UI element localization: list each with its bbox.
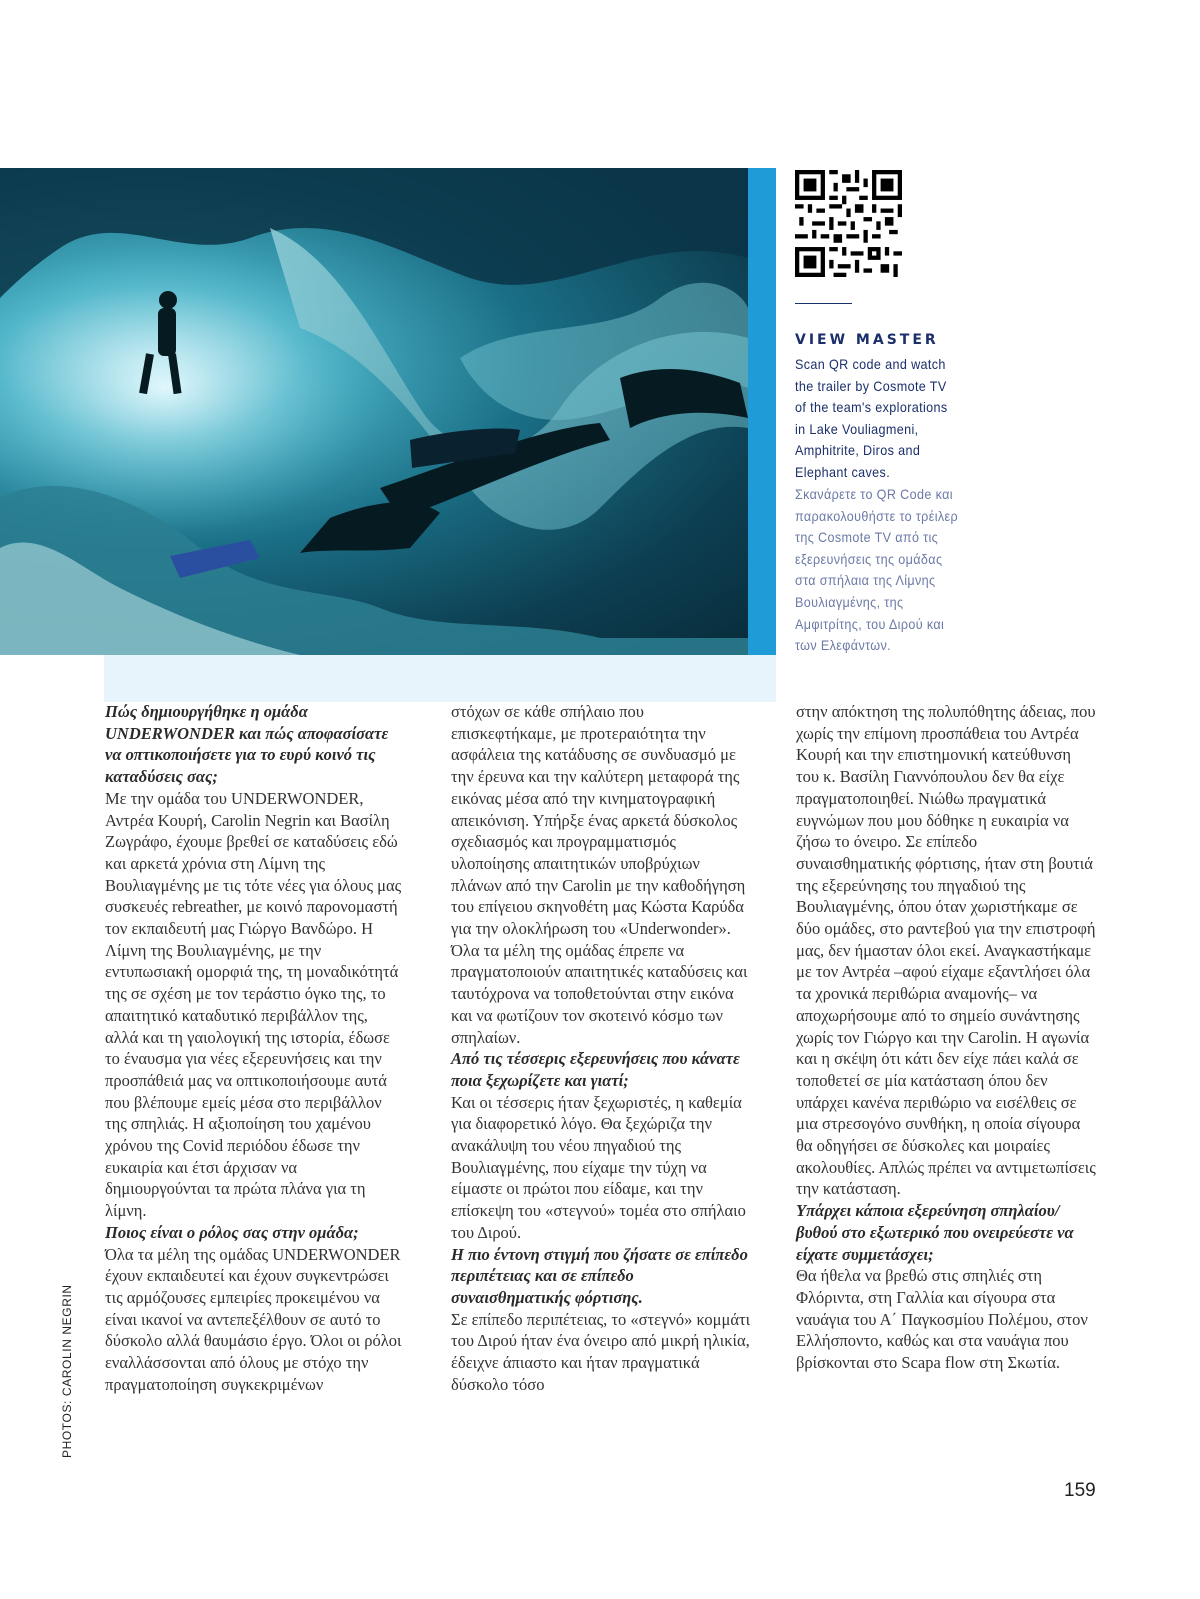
sidebar-divider bbox=[795, 303, 852, 304]
interview-question: Ποιος είναι ο ρόλος σας στην ομάδα; bbox=[105, 1222, 359, 1242]
accent-color-bar bbox=[748, 168, 776, 655]
article-column-1 bbox=[105, 701, 405, 1396]
interview-answer: Όλα τα μέλη της ομάδας UNDERWONDER έχουν εκπαιδευτεί και έχουν συγκεντρώσει τις αρμόζουσες εμπειρίες προκειμένου να είναι ικανοί να αντεπεξέλθουν σε αυτό το δύσκολο αλλά θαυμάσιο έργο. Όλοι οι ρόλοι εναλλάσσονται από όλους με στόχο την πραγματοποίηση συγκεκριμένων bbox=[105, 1244, 402, 1394]
sidebar-text-greek: Σκανάρετε το QR Code και παρακολουθήστε το τρέιλερ της Cosmote TV από τις εξερευνήσεις της ομάδας στα σπήλαια της Λίμνης Βουλιαγμένης, της Αμφιτρίτης, του Διρού και των Ελεφάντων. bbox=[795, 486, 959, 654]
interview-answer: Σε επίπεδο περιπέτειας, το «στεγνό» κομμάτι του Διρού ήταν ένα όνειρο από μικρή ηλικία, έδειχνε άπιαστο και ήταν πραγματικά δύσκολο τόσο bbox=[451, 1309, 751, 1394]
cave-diving-photo bbox=[0, 168, 748, 655]
interview-answer: Με την ομάδα του UNDERWONDER, Αντρέα Κουρή, Carolin Negrin και Βασίλη Ζωγράφο, έχουμε βρεθεί σε καταδύσεις εδώ και αρκετά χρόνια στη Λίμνη της Βουλιαγμένης με τις τότε νέες για όλους μας συσκευές rebreather, με κοινό παρονομαστή τον εκπαιδευτή μας Γιώργο Βανδώρο. Η Λίμνη της Βουλιαγμένης, με την εντυπωσιακή ομορφιά της, τη μοναδικότητά της σε σχέση με τον τεράστιο όγκο της, το απαιτητικό καταδυτικό περιβάλλον της, αλλά και τη γαιολογική της ιστορία, έδωσε το έναυσμα για νέες εξερευνήσεις και την προσπάθειά μας να οπτικοποιήσουμε αυτά που βλέπουμε εμείς μέσα στο περιβάλλον της σπηλιάς. Η αξιοποίηση του χαμένου χρόνου της Covid περιόδου έδωσε την ευκαιρία και έτσι άρχισαν να δημιουργούνται τα πρώτα πλάνα για τη λίμνη. bbox=[105, 788, 402, 1221]
interview-answer: Θα ήθελα να βρεθώ στις σπηλιές στη Φλόριντα, στη Γαλλία και σίγουρα στα ναυάγια του Α΄ Παγκοσμίου Πολέμου, στον Ελλήσποντο, καθώς και στα ναυάγια που βρίσκονται στο Scapa flow στη Σκωτία. bbox=[796, 1266, 1088, 1373]
qr-code-icon[interactable] bbox=[795, 170, 902, 277]
interview-answer: στην απόκτηση της πολυπόθητης άδειας, που χωρίς την επίμονη προσπάθεια του Αντρέα Κουρή και την επιστημονική κατεύθυνση του κ. Βασίλη Γιαννόπουλου δεν θα είχε πραγματοποιηθεί. Νιώθω πραγματικά ευγνώμων που μου δόθηκε η ευκαιρία να ζήσω το όνειρο. Σε επίπεδο συναισθηματικής φόρτισης, ήταν στη βουτιά της εξερεύνησης του πηγαδιού της Βουλιαγμένης, όπου όταν χωριστήκαμε σε δύο ομάδες, στο ραντεβού για την επιστροφή μας, δεν ήμασταν όλοι εκεί. Αναγκαστήκαμε με τον Αντρέα –αφού είχαμε εξαντλήσει όλα τα χρονικά περιθώρια αναμονής– να αποχωρήσουμε από το σημείο συνάντησης χωρίς τον Γιώργο και την Carolin. Η αγωνία και η σκέψη ότι κάτι δεν είχε πάει καλά σε τοποθετεί σε μία κατάσταση όπου δεν υπάρχει κανένα περιθώριο να εισέλθεις σε μια στρεσογόνο συνθήκη, η οποία σίγουρα θα οδηγήσει σε δύσκολες και μοιραίες ακολουθίες. Απλώς πρέπει να αντιμετωπίσεις την κατάσταση. bbox=[796, 702, 1096, 1199]
interview-answer: Και οι τέσσερις ήταν ξεχωριστές, η καθεμία για διαφορετικό λόγο. Θα ξεχώριζα την ανακάλυψη του νέου πηγαδιού της Βουλιαγμένης, που είχαμε την τύχη να είμαστε οι πρώτοι που είδαμε, και την επίσκεψη του «στεγνού» τομέα στο σπήλαιο του Διρού. bbox=[451, 1092, 746, 1242]
interview-answer: στόχων σε κάθε σπήλαιο που επισκεφτήκαμε, με προτεραιότητα την ασφάλεια της κατάδυσης σε συνδυασμό με την έρευνα και την καλύτερη μεταφορά της εικόνας μέσα από την κινηματογραφική απεικόνιση. Υπήρξε ένας αρκετά δύσκολος σχεδιασμός και προγραμματισμός υλοποίησης απαιτητικών υποβρύχιων πλάνων από την Carolin με την καθοδήγηση του επίγειου σκηνοθέτη μας Κώστα Καρύδα για την ολοκλήρωση του «Underwonder». Όλα τα μέλη της ομάδας έπρεπε να πραγματοποιούν απαιτητικές καταδύσεις και ταυτόχρονα να τοποθετούνται στην εικόνα και να φωτίζουν τον σκοτεινό κόσμο των σπηλαίων. bbox=[451, 702, 748, 1047]
interview-question: Πώς δημιουργήθηκε η ομάδα UNDERWONDER και πώς αποφασίσατε να οπτικοποιήσετε για το ευρύ κοινό τις καταδύσεις σας; bbox=[105, 702, 389, 787]
cave-photo-illustration bbox=[0, 168, 748, 655]
sidebar-title: VIEW MASTER bbox=[795, 332, 939, 348]
pale-blue-band bbox=[104, 655, 776, 702]
interview-question: Η πιο έντονη στιγμή που ζήσατε σε επίπεδο περιπέτειας και σε επίπεδο συναισθηματικής φόρτισης. bbox=[451, 1244, 748, 1307]
page-number: 159 bbox=[1064, 1480, 1096, 1501]
sidebar-text-english: Scan QR code and watch the trailer by Cosmote TV of the team's explorations in Lake Vouliagmeni, Amphitrite, Diros and Elephant caves. bbox=[795, 356, 948, 480]
interview-question: Υπάρχει κάποια εξερεύνηση σπηλαίου/ βυθού στο εξωτερικό που ονειρεύεστε να είχατε συμμετάσχει; bbox=[796, 1201, 1074, 1264]
article-column-3 bbox=[796, 701, 1096, 1374]
interview-question: Από τις τέσσερις εξερευνήσεις που κάνατε ποια ξεχωρίζετε και γιατί; bbox=[451, 1049, 740, 1090]
photo-credit: PHOTOS: CAROLIN NEGRIN bbox=[60, 1284, 74, 1458]
article-column-2 bbox=[451, 701, 751, 1396]
